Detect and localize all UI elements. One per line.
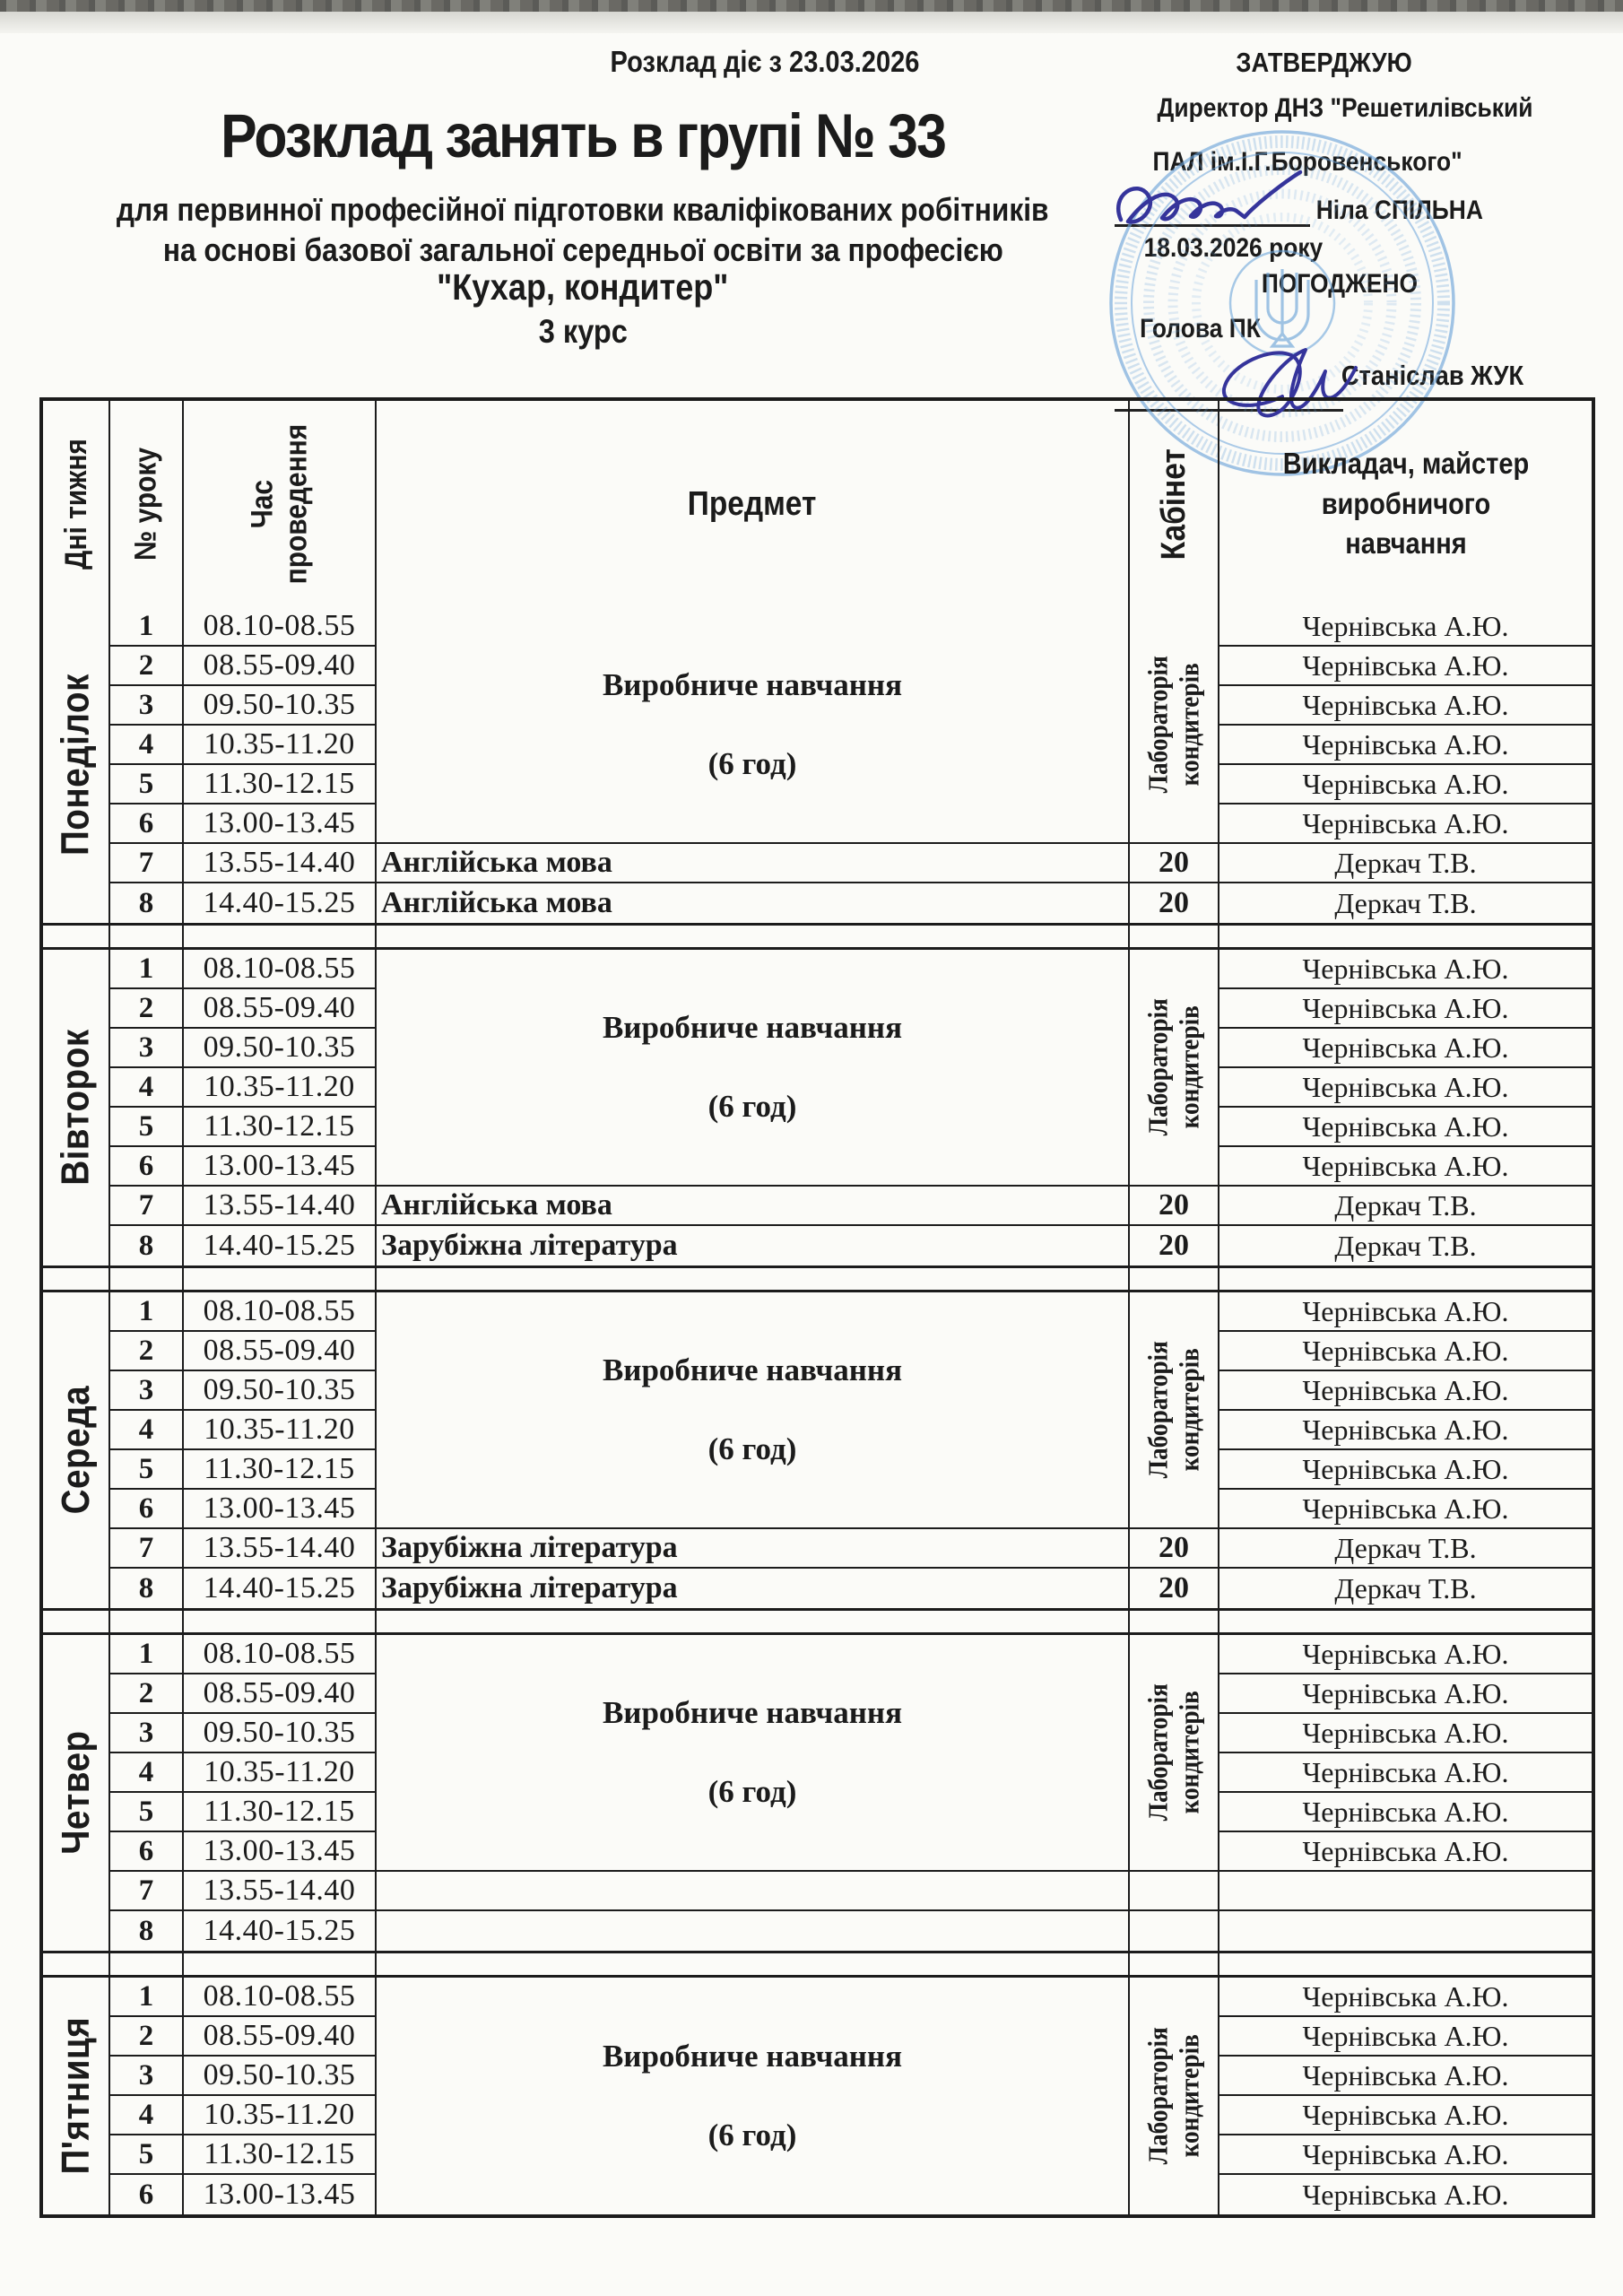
- lesson-time-cell: 09.50-10.35: [184, 1371, 377, 1411]
- teacher-cell: Чернівська А.Ю.: [1219, 1793, 1592, 1832]
- practice-room-label: Лабораторія кондитерів: [1141, 998, 1205, 1136]
- lesson-number-cell: 5: [110, 1108, 184, 1147]
- approve-heading: ЗАТВЕРДЖУЮ: [1236, 47, 1413, 78]
- lesson-number-cell: 7: [110, 1529, 184, 1569]
- lesson-time-cell: 08.10-08.55: [184, 607, 377, 647]
- day-label-cell: [43, 1292, 110, 1608]
- lesson-time-cell: 13.00-13.45: [184, 804, 377, 844]
- course-line: 3 курс: [538, 313, 628, 350]
- teacher-cell: Чернівська А.Ю.: [1219, 804, 1592, 844]
- practice-subject-cell: [377, 607, 1130, 844]
- day-label-cell: [43, 1978, 110, 2214]
- scanner-edge-artifact: [0, 0, 1623, 12]
- teacher-cell: Деркач Т.В.: [1219, 844, 1592, 883]
- teacher-cell: [1219, 1911, 1592, 1951]
- teacher-cell: Чернівська А.Ю.: [1219, 1450, 1592, 1490]
- lesson-time-cell: 14.40-15.25: [184, 1911, 377, 1951]
- separator-cell: [377, 1268, 1130, 1290]
- header-lesson-no: № уроку: [110, 401, 184, 607]
- lesson-time-cell: 13.00-13.45: [184, 1490, 377, 1529]
- teacher-cell: Чернівська А.Ю.: [1219, 989, 1592, 1029]
- teacher-cell: Чернівська А.Ю.: [1219, 1490, 1592, 1529]
- lesson-number-cell: 5: [110, 765, 184, 804]
- separator-cell: [184, 1953, 377, 1975]
- lesson-number-cell: 5: [110, 1450, 184, 1490]
- lesson-subject-cell: Англійська мова: [377, 844, 1130, 883]
- lesson-number-cell: 4: [110, 1068, 184, 1108]
- practice-subject: Виробниче навчання: [602, 667, 903, 702]
- lesson-time-cell: 08.55-09.40: [184, 647, 377, 686]
- lesson-number-cell: 6: [110, 1490, 184, 1529]
- day-separator-row: [43, 1265, 1592, 1290]
- separator-cell: [110, 1611, 184, 1632]
- practice-subject: Виробниче навчання: [602, 2039, 903, 2074]
- day-block-2: [43, 947, 1592, 1265]
- practice-room-cell: [1130, 1292, 1219, 1529]
- separator-cell: [377, 1611, 1130, 1632]
- lesson-time-cell: 08.10-08.55: [184, 1635, 377, 1674]
- lesson-time-cell: 09.50-10.35: [184, 1714, 377, 1753]
- scanner-edge-shadow: [0, 12, 1623, 33]
- teacher-cell: Чернівська А.Ю.: [1219, 1371, 1592, 1411]
- day-label: Вівторок: [53, 1029, 98, 1187]
- practice-room-cell: [1130, 950, 1219, 1187]
- signature-line-director: [1115, 224, 1310, 227]
- header-subject: Предмет: [377, 401, 1130, 607]
- practice-room-label: Лабораторія кондитерів: [1141, 656, 1205, 794]
- practice-subject-cell: [377, 1635, 1130, 1872]
- separator-cell: [377, 926, 1130, 947]
- lesson-number-cell: 2: [110, 647, 184, 686]
- lesson-subject-cell: Англійська мова: [377, 883, 1130, 923]
- teacher-cell: Чернівська А.Ю.: [1219, 1068, 1592, 1108]
- day-label-cell: [43, 607, 110, 923]
- lesson-time-cell: 08.55-09.40: [184, 2017, 377, 2057]
- lesson-time-cell: 10.35-11.20: [184, 2096, 377, 2135]
- lesson-number-cell: 5: [110, 1793, 184, 1832]
- teacher-cell: Чернівська А.Ю.: [1219, 726, 1592, 765]
- lesson-time-cell: 08.10-08.55: [184, 950, 377, 989]
- day-label: Четвер: [53, 1730, 98, 1856]
- separator-cell: [1219, 926, 1592, 947]
- practice-hours: (6 год): [707, 1089, 797, 1124]
- lesson-room-cell: [1130, 1911, 1219, 1951]
- agreed-heading: ПОГОДЖЕНО: [1261, 269, 1419, 299]
- lesson-room-cell: 20: [1130, 883, 1219, 923]
- separator-cell: [184, 926, 377, 947]
- chairman-name: Станіслав ЖУК: [1341, 360, 1524, 391]
- lesson-subject-cell: [377, 1911, 1130, 1951]
- day-label: Середа: [53, 1386, 98, 1515]
- lesson-time-cell: 08.55-09.40: [184, 989, 377, 1029]
- lesson-room-cell: 20: [1130, 1529, 1219, 1569]
- lesson-number-cell: 8: [110, 1226, 184, 1265]
- lesson-number-cell: 4: [110, 1411, 184, 1450]
- teacher-cell: Чернівська А.Ю.: [1219, 2017, 1592, 2057]
- lesson-number-cell: 3: [110, 2057, 184, 2096]
- day-separator-row: [43, 1608, 1592, 1632]
- lesson-time-cell: 13.55-14.40: [184, 1872, 377, 1911]
- teacher-cell: Чернівська А.Ю.: [1219, 1411, 1592, 1450]
- teacher-cell: Чернівська А.Ю.: [1302, 2178, 1509, 2211]
- day-block-1: [43, 607, 1592, 923]
- lesson-number-cell: 4: [110, 2096, 184, 2135]
- lesson-time-cell: 13.00-13.45: [184, 2175, 377, 2214]
- lesson-time-cell: 08.10-08.55: [184, 1978, 377, 2017]
- teacher-cell: Чернівська А.Ю.: [1219, 765, 1592, 804]
- lesson-number-cell: 1: [110, 950, 184, 989]
- lesson-subject-cell: Зарубіжна література: [377, 1569, 1130, 1608]
- lesson-time-cell: 08.55-09.40: [184, 1674, 377, 1714]
- practice-subject-cell: [377, 1292, 1130, 1529]
- lesson-time-cell: 10.35-11.20: [184, 1411, 377, 1450]
- separator-cell: [110, 1268, 184, 1290]
- lesson-number-cell: 2: [110, 1674, 184, 1714]
- lesson-time-cell: 10.35-11.20: [184, 1068, 377, 1108]
- day-label-cell: [43, 1635, 110, 1951]
- lesson-subject-cell: Зарубіжна література: [377, 1226, 1130, 1265]
- practice-room-cell: [1130, 607, 1219, 844]
- header-room: Кабінет: [1130, 401, 1219, 607]
- lesson-number-cell: 1: [110, 1635, 184, 1674]
- lesson-time-cell: 14.40-15.25: [184, 1226, 377, 1265]
- practice-subject: Виробниче навчання: [602, 1010, 903, 1045]
- teacher-cell: Чернівська А.Ю.: [1219, 2057, 1592, 2096]
- lesson-time-cell: 11.30-12.15: [184, 2135, 377, 2175]
- day-block-4: [43, 1632, 1592, 1951]
- lesson-room-cell: [1130, 1872, 1219, 1911]
- day-label: Понеділок: [53, 674, 98, 857]
- teacher-cell: [1219, 1872, 1592, 1911]
- practice-hours: (6 год): [707, 2118, 797, 2152]
- day-separator-row: [43, 923, 1592, 947]
- practice-subject: Виробниче навчання: [602, 1695, 903, 1730]
- lesson-number-cell: 3: [110, 1029, 184, 1068]
- teacher-cell: Деркач Т.В.: [1219, 1529, 1592, 1569]
- table-body: [43, 607, 1592, 2214]
- teacher-cell: Чернівська А.Ю.: [1219, 1753, 1592, 1793]
- teacher-cell: Чернівська А.Ю.: [1219, 686, 1592, 726]
- lesson-time-cell: 13.55-14.40: [184, 1187, 377, 1226]
- separator-cell: [1219, 1268, 1592, 1290]
- separator-cell: [1130, 1953, 1219, 1975]
- subtitle-line-1: для первинної професійної підготовки кваліфікованих робітників: [117, 191, 1049, 228]
- director-signature: [1118, 172, 1300, 222]
- lesson-time-cell: 13.00-13.45: [184, 1832, 377, 1872]
- day-label-cell: [43, 950, 110, 1265]
- separator-cell: [43, 1611, 110, 1632]
- page-title: Розклад занять в групі № 33: [220, 101, 946, 170]
- table-header-row: [43, 401, 1592, 607]
- lesson-number-cell: 1: [110, 1978, 184, 2017]
- day-block-5: [43, 1975, 1592, 2214]
- approval-date: 18.03.2026 року: [1143, 233, 1324, 263]
- practice-room-label: Лабораторія кондитерів: [1141, 1683, 1205, 1822]
- practice-room-label: Лабораторія кондитерів: [1141, 2027, 1205, 2165]
- lesson-number-cell: 6: [110, 1147, 184, 1187]
- separator-cell: [110, 926, 184, 947]
- header-teacher: Викладач, майстер виробничого навчання: [1282, 447, 1529, 561]
- separator-cell: [1130, 1611, 1219, 1632]
- lesson-number-cell: 8: [110, 1911, 184, 1951]
- lesson-time-cell: 11.30-12.15: [184, 1793, 377, 1832]
- lesson-number-cell: 2: [110, 2017, 184, 2057]
- lesson-room-cell: 20: [1130, 1569, 1219, 1608]
- header-time: Час проведення: [184, 401, 377, 607]
- lesson-number-cell: 3: [110, 686, 184, 726]
- teacher-cell: Чернівська А.Ю.: [1219, 1292, 1592, 1332]
- lesson-time-cell: 09.50-10.35: [184, 686, 377, 726]
- lesson-number-cell: 3: [110, 1714, 184, 1753]
- lesson-number-cell: 4: [110, 1753, 184, 1793]
- day-block-3: [43, 1290, 1592, 1608]
- lesson-number-cell: 8: [110, 1569, 184, 1608]
- separator-cell: [1219, 1953, 1592, 1975]
- teacher-cell: Чернівська А.Ю.: [1219, 2096, 1592, 2135]
- day-label: П'ятниця: [53, 2017, 98, 2175]
- teacher-cell: Деркач Т.В.: [1334, 1571, 1477, 1605]
- lesson-number-cell: 2: [110, 1332, 184, 1371]
- lesson-subject-cell: Зарубіжна література: [377, 1529, 1130, 1569]
- teacher-cell: Деркач Т.В.: [1334, 1229, 1477, 1262]
- lesson-number-cell: 5: [110, 2135, 184, 2175]
- teacher-cell: Чернівська А.Ю.: [1219, 1332, 1592, 1371]
- lesson-time-cell: 08.10-08.55: [184, 1292, 377, 1332]
- lesson-time-cell: 14.40-15.25: [184, 883, 377, 923]
- director-line-2: ПАЛ ім.І.Г.Боровенського": [1152, 147, 1462, 177]
- lesson-subject-cell: Англійська мова: [377, 1187, 1130, 1226]
- lesson-number-cell: 6: [110, 1832, 184, 1872]
- agreed-role: Голова ПК: [1140, 314, 1261, 344]
- teacher-cell: Чернівська А.Ю.: [1219, 607, 1592, 647]
- lesson-number-cell: 7: [110, 1187, 184, 1226]
- lesson-number-cell: 2: [110, 989, 184, 1029]
- lesson-time-cell: 11.30-12.15: [184, 1108, 377, 1147]
- lesson-time-cell: 11.30-12.15: [184, 765, 377, 804]
- teacher-cell: Чернівська А.Ю.: [1219, 1635, 1592, 1674]
- lesson-room-cell: 20: [1130, 1226, 1219, 1265]
- lesson-room-cell: 20: [1130, 1187, 1219, 1226]
- teacher-cell: Чернівська А.Ю.: [1219, 1714, 1592, 1753]
- teacher-cell: Чернівська А.Ю.: [1219, 1674, 1592, 1714]
- practice-room-cell: [1130, 1635, 1219, 1872]
- schedule-table: [39, 397, 1595, 2218]
- lesson-number-cell: 8: [110, 883, 184, 923]
- teacher-cell: Деркач Т.В.: [1219, 1187, 1592, 1226]
- director-name: Ніла СПІЛЬНА: [1315, 196, 1483, 225]
- practice-room-label: Лабораторія кондитерів: [1141, 1341, 1205, 1479]
- teacher-cell: Деркач Т.В.: [1334, 886, 1477, 919]
- lesson-time-cell: 13.55-14.40: [184, 1529, 377, 1569]
- lesson-time-cell: 11.30-12.15: [184, 1450, 377, 1490]
- lesson-number-cell: 6: [110, 2175, 184, 2214]
- teacher-cell: Чернівська А.Ю.: [1219, 2135, 1592, 2175]
- day-separator-row: [43, 1951, 1592, 1975]
- lesson-time-cell: 14.40-15.25: [184, 1569, 377, 1608]
- lesson-time-cell: 08.55-09.40: [184, 1332, 377, 1371]
- teacher-cell: Чернівська А.Ю.: [1219, 1147, 1592, 1187]
- separator-cell: [1130, 1268, 1219, 1290]
- lesson-number-cell: 3: [110, 1371, 184, 1411]
- practice-hours: (6 год): [707, 746, 797, 781]
- separator-cell: [110, 1953, 184, 1975]
- separator-cell: [184, 1611, 377, 1632]
- separator-cell: [1130, 926, 1219, 947]
- lesson-time-cell: 10.35-11.20: [184, 1753, 377, 1793]
- lesson-number-cell: 7: [110, 844, 184, 883]
- teacher-cell: Чернівська А.Ю.: [1219, 1978, 1592, 2017]
- teacher-cell: Чернівська А.Ю.: [1219, 1108, 1592, 1147]
- separator-cell: [43, 926, 110, 947]
- lesson-time-cell: 09.50-10.35: [184, 2057, 377, 2096]
- lesson-time-cell: 10.35-11.20: [184, 726, 377, 765]
- lesson-time-cell: 13.00-13.45: [184, 1147, 377, 1187]
- lesson-number-cell: 6: [110, 804, 184, 844]
- director-line-1: Директор ДНЗ "Решетилівський: [1157, 93, 1533, 123]
- practice-subject-cell: [377, 1978, 1130, 2214]
- teacher-cell: Чернівська А.Ю.: [1219, 1832, 1592, 1872]
- valid-from-line: Розклад діє з 23.03.2026: [610, 45, 920, 78]
- teacher-cell: Чернівська А.Ю.: [1219, 950, 1592, 989]
- lesson-room-cell: 20: [1130, 844, 1219, 883]
- separator-cell: [377, 1953, 1130, 1975]
- separator-cell: [43, 1953, 110, 1975]
- practice-subject-cell: [377, 950, 1130, 1187]
- practice-hours: (6 год): [707, 1774, 797, 1809]
- header-days: Дні тижня: [43, 401, 110, 607]
- separator-cell: [184, 1268, 377, 1290]
- lesson-time-cell: 09.50-10.35: [184, 1029, 377, 1068]
- lesson-number-cell: 4: [110, 726, 184, 765]
- teacher-cell: Чернівська А.Ю.: [1219, 1029, 1592, 1068]
- subtitle-line-2: на основі базової загальної середньої освіти за професією: [162, 231, 1003, 268]
- lesson-number-cell: 1: [110, 1292, 184, 1332]
- lesson-subject-cell: [377, 1872, 1130, 1911]
- lesson-time-cell: 13.55-14.40: [184, 844, 377, 883]
- teacher-cell: Чернівська А.Ю.: [1219, 647, 1592, 686]
- separator-cell: [43, 1268, 110, 1290]
- lesson-number-cell: 7: [110, 1872, 184, 1911]
- profession-line: "Кухар, кондитер": [437, 266, 729, 308]
- practice-subject: Виробниче навчання: [602, 1352, 903, 1387]
- practice-room-cell: [1130, 1978, 1219, 2214]
- lesson-number-cell: 1: [110, 607, 184, 647]
- separator-cell: [1219, 1611, 1592, 1632]
- practice-hours: (6 год): [707, 1431, 797, 1466]
